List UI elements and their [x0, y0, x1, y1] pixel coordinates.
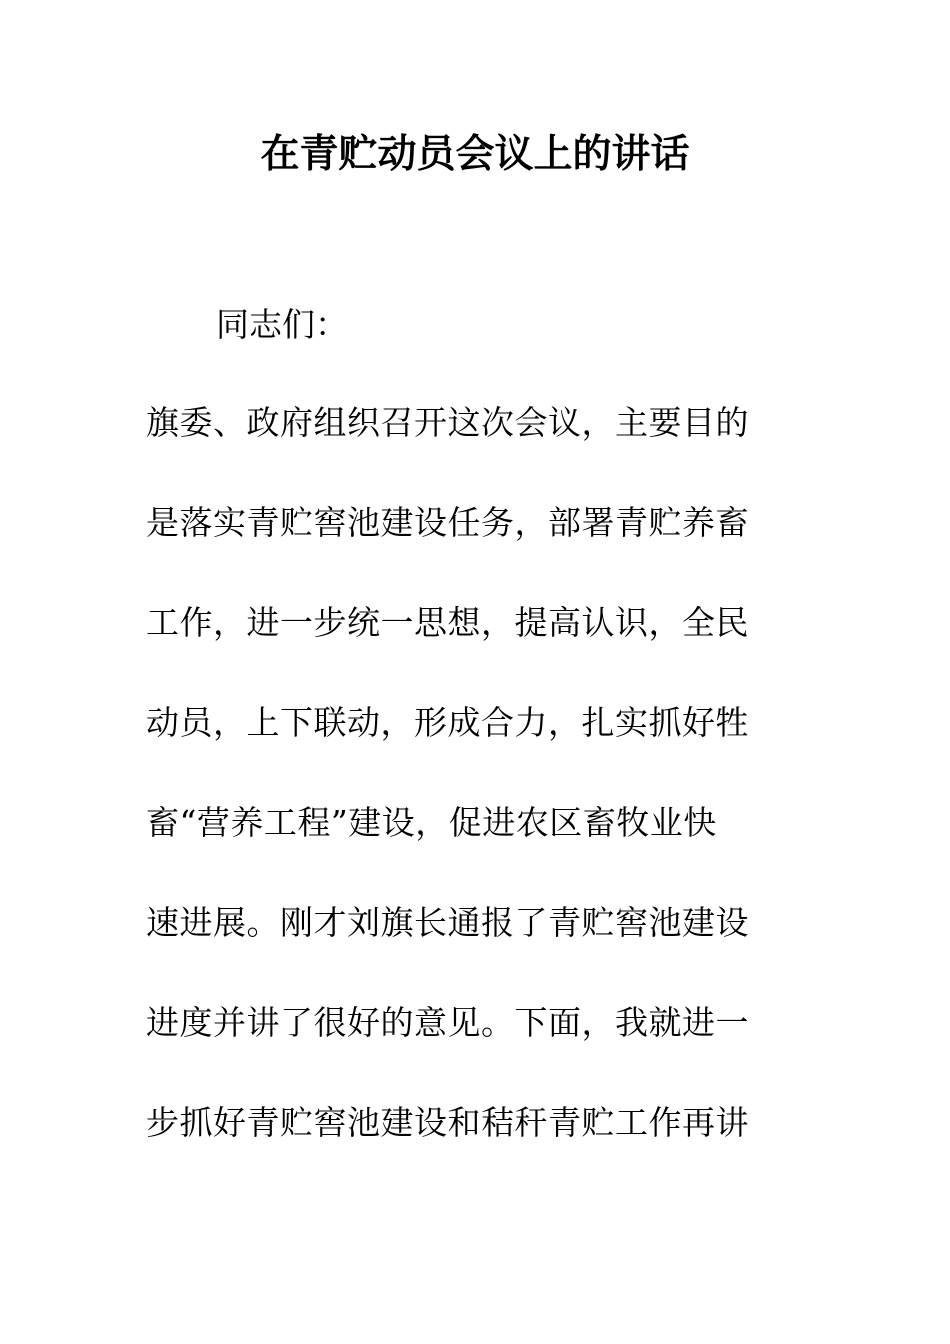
body-line: 动员，上下联动，形成合力，扎实抓好牲 — [146, 703, 749, 742]
body-line: 速进展。刚才刘旗长通报了青贮窖池建设 — [146, 903, 749, 942]
salutation: 同志们： — [216, 305, 348, 344]
body-paragraph — [146, 398, 786, 1198]
body-line: 畜“营养工程”建设，促进农区畜牧业快 — [146, 803, 717, 842]
body-line: 工作，进一步统一思想，提高认识，全民 — [146, 603, 749, 642]
body-line: 步抓好青贮窖池建设和秸秆青贮工作再讲 — [146, 1103, 749, 1142]
body-line: 旗委、政府组织召开这次会议，主要目的 — [146, 403, 749, 442]
body-line: 是落实青贮窖池建设任务，部署青贮养畜 — [146, 503, 749, 542]
body-line: 进度并讲了很好的意见。下面，我就进一 — [146, 1003, 749, 1042]
document-title: 在青贮动员会议上的讲话 — [260, 131, 690, 177]
